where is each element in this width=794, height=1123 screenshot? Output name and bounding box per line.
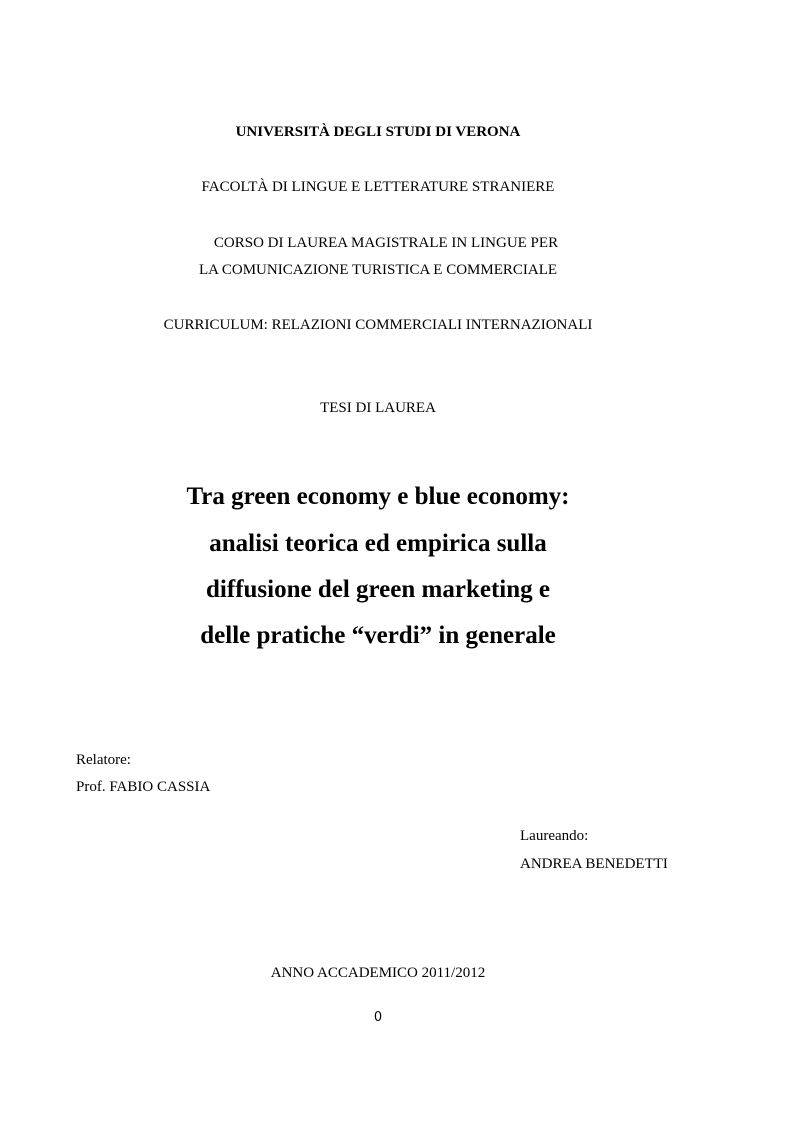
university-name: UNIVERSITÀ DEGLI STUDI DI VERONA	[235, 124, 521, 140]
faculty-name: FACOLTÀ DI LINGUE E LETTERATURE STRANIERE	[201, 179, 555, 195]
page-number: 0	[373, 1010, 383, 1025]
academic-year: ANNO ACCADEMICO 2011/2012	[270, 965, 486, 981]
thesis-type: TESI DI LAUREA	[320, 400, 436, 416]
thesis-title-line-4: delle pratiche “verdi” in generale	[200, 622, 556, 649]
curriculum: CURRICULUM: RELAZIONI COMMERCIALI INTERNAZIONALI	[163, 317, 593, 333]
course-name-line-2: LA COMUNICAZIONE TURISTICA E COMMERCIALE	[198, 262, 558, 278]
course-name-line-1: CORSO DI LAUREA MAGISTRALE IN LINGUE PER	[213, 235, 559, 251]
thesis-title-line-2: analisi teorica ed empirica sulla	[209, 530, 547, 557]
thesis-title-line-3: diffusione del green marketing e	[206, 576, 550, 603]
candidate-name: ANDREA BENEDETTI	[520, 856, 668, 872]
supervisor-label: Relatore:	[76, 752, 131, 768]
thesis-title-line-1: Tra green economy e blue economy:	[186, 483, 570, 510]
candidate-label: Laureando:	[520, 828, 589, 844]
supervisor-name: Prof. FABIO CASSIA	[76, 779, 211, 795]
